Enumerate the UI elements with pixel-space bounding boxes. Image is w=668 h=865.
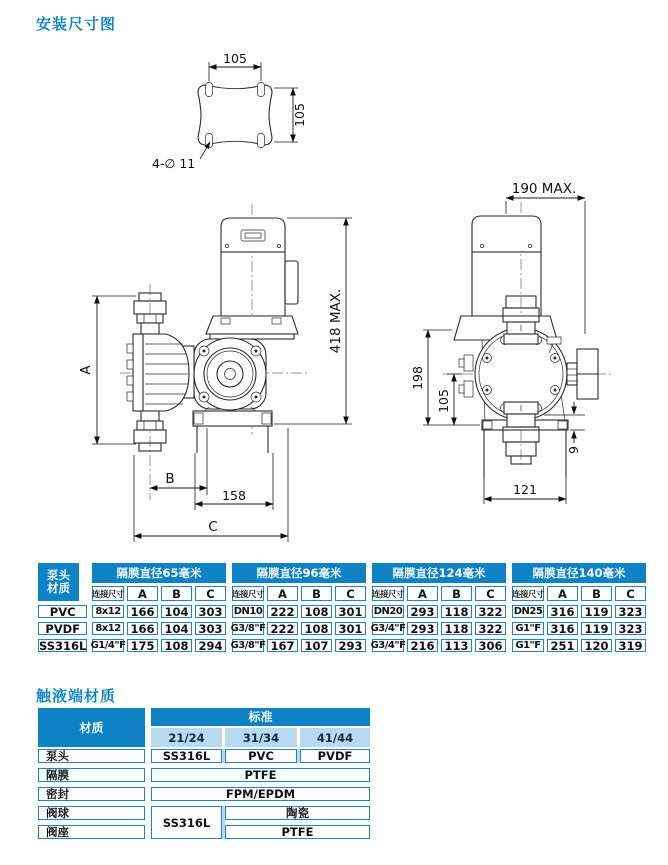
- material-label-column: [38, 708, 145, 839]
- table-cell: 175: [127, 639, 158, 652]
- table-cell: G1/4"F: [90, 640, 126, 651]
- col-header-b: B: [441, 586, 472, 601]
- table-cell: DN10: [233, 606, 263, 617]
- gearbox-housing: [194, 338, 266, 410]
- col-header-c: C: [335, 586, 366, 601]
- corner-header-line2: 材质: [47, 581, 70, 595]
- pump-side-view: [78, 204, 352, 542]
- col-header-a: A: [547, 586, 578, 601]
- col-header-b: B: [161, 586, 192, 601]
- table-cell: 222: [267, 605, 298, 618]
- row-label-seal: 密封: [38, 787, 145, 801]
- col-header-b: B: [301, 586, 332, 601]
- pump-head-materials-row: [151, 749, 370, 763]
- table-cell: 319: [615, 639, 646, 652]
- table-cell: PVDF: [300, 749, 370, 763]
- table-cell: 306: [475, 639, 506, 652]
- table-cell: G1"F: [512, 622, 544, 635]
- dim-top-width: 190 MAX.: [511, 181, 577, 197]
- dim-plate-height: 105: [292, 103, 307, 127]
- size-header: 41/44: [300, 728, 370, 747]
- stroke-adjust-knob: [567, 349, 598, 399]
- dim-c-label: C: [208, 519, 218, 535]
- table-cell: 316: [547, 622, 578, 635]
- dim-b-label: B: [165, 471, 175, 487]
- dim-group-title: 隔膜直径124毫米: [372, 563, 506, 583]
- size-header: 21/24: [151, 728, 222, 747]
- table-cell: 216: [407, 639, 438, 652]
- table-cell: 104: [161, 622, 192, 635]
- table-cell: 108: [301, 622, 332, 635]
- table-cell: 301: [335, 622, 366, 635]
- dim-plate-holes: 4-∅ 11: [152, 156, 196, 171]
- table-cell: 108: [301, 605, 332, 618]
- valve-right-stack: [225, 806, 370, 839]
- table-cell: 104: [161, 605, 192, 618]
- col-header-a: A: [127, 586, 158, 601]
- table-cell: 323: [615, 605, 646, 618]
- table-cell: 118: [441, 605, 472, 618]
- dim-height-105: 105: [436, 389, 451, 413]
- dim-group-124mm: [372, 563, 506, 652]
- table-cell: 113: [441, 639, 472, 652]
- table-cell: 167: [267, 639, 298, 652]
- col-header-c: C: [615, 586, 646, 601]
- table-cell: PVC: [225, 749, 297, 763]
- table-cell: 293: [407, 622, 438, 635]
- size-header: 31/34: [225, 728, 297, 747]
- material-row-label: PVC: [38, 605, 87, 618]
- table-cell: 322: [475, 605, 506, 618]
- dim-a-label: A: [78, 365, 94, 375]
- table-cell: G1"F: [512, 639, 544, 652]
- diaphragm-material-row: [151, 768, 370, 782]
- table-cell: 293: [335, 639, 366, 652]
- dim-plate-width: 105: [223, 51, 247, 66]
- material-row-label: PVDF: [38, 622, 87, 635]
- table-cell: 322: [475, 622, 506, 635]
- dim-group-65mm: [92, 563, 226, 652]
- material-values-column: [151, 708, 370, 839]
- seal-material-row: [151, 787, 370, 801]
- table-cell: 316: [547, 605, 578, 618]
- dim-offset-9: 9: [566, 446, 581, 454]
- table-cell: PTFE: [151, 768, 370, 782]
- dim-base-width: 158: [222, 488, 246, 503]
- table-cell: FPM/EPDM: [151, 787, 370, 801]
- table-cell: SS316L: [151, 806, 222, 839]
- table-cell: 8x12: [92, 605, 124, 618]
- dim-overall-height: 418 MAX.: [328, 288, 344, 354]
- table-cell: 323: [615, 622, 646, 635]
- col-header-connection: 连接尺寸: [232, 586, 264, 601]
- table-cell: 251: [547, 639, 578, 652]
- table-cell: 303: [195, 622, 226, 635]
- base-stand-front: [482, 420, 568, 478]
- col-header-b: B: [581, 586, 612, 601]
- table-cell: 118: [441, 622, 472, 635]
- material-row-label: SS316L: [39, 638, 87, 653]
- table-cell: 166: [127, 605, 158, 618]
- table-cell: DN25: [513, 606, 543, 617]
- pump-head-material-column: [38, 563, 87, 653]
- pump-head-side: [127, 334, 194, 411]
- col-header-c: C: [475, 586, 506, 601]
- page-title: 安装尺寸图: [36, 15, 117, 33]
- table-cell: 293: [407, 605, 438, 618]
- dimension-table: [38, 563, 652, 652]
- table-cell: 8x12: [92, 622, 124, 635]
- motor-side: [206, 218, 298, 339]
- table-cell: 303: [195, 605, 226, 618]
- row-label-diaphragm: 隔膜: [38, 768, 145, 782]
- base-plate-view: [152, 51, 307, 171]
- col-header-a: A: [407, 586, 438, 601]
- dim-group-96mm: [232, 563, 366, 652]
- table-cell: 107: [301, 639, 332, 652]
- table-cell: 119: [581, 622, 612, 635]
- table-cell: SS316L: [151, 749, 222, 763]
- table-cell: 119: [581, 605, 612, 618]
- col-header-connection: 连接尺寸: [92, 586, 124, 601]
- material-corner-header: 材质: [38, 708, 145, 747]
- col-header-a: A: [267, 586, 298, 601]
- table-cell: 120: [581, 639, 612, 652]
- dim-group-140mm: [512, 563, 646, 652]
- material-table: [38, 708, 370, 839]
- table-cell: G3/8"F: [230, 623, 266, 634]
- row-label-valve-ball: 阀球: [38, 806, 145, 820]
- table-cell: G3/4"F: [370, 640, 406, 651]
- dim-group-title: 隔膜直径140毫米: [512, 563, 646, 583]
- col-header-connection: 连接尺寸: [512, 586, 544, 601]
- valve-materials-rows: [151, 806, 370, 839]
- table-cell: 294: [195, 639, 226, 652]
- table-cell: 166: [127, 622, 158, 635]
- corner-header-line1: 泵头: [47, 567, 70, 582]
- table-cell: G3/8"F: [230, 640, 266, 651]
- row-label-valve-seat: 阀座: [38, 825, 145, 839]
- table-cell: 108: [161, 639, 192, 652]
- col-header-c: C: [195, 586, 226, 601]
- dim-height-198: 198: [410, 366, 425, 390]
- row-label-pump-head: 泵头: [38, 749, 145, 763]
- dim-group-title: 隔膜直径65毫米: [92, 563, 226, 583]
- table-cell: PTFE: [225, 825, 370, 839]
- base-stand-side: [193, 407, 272, 453]
- table-cell: 301: [335, 605, 366, 618]
- dim-group-title: 隔膜直径96毫米: [232, 563, 366, 583]
- corner-header: [38, 563, 79, 601]
- col-header-connection: 连接尺寸: [372, 586, 404, 601]
- table-cell: DN20: [373, 606, 403, 617]
- standard-header: 标准: [151, 708, 370, 726]
- table-cell: 陶瓷: [225, 806, 370, 820]
- pump-front-view: [410, 181, 612, 504]
- dim-base-121: 121: [513, 482, 537, 497]
- section-title-materials: 触液端材质: [36, 687, 117, 705]
- table-cell: 222: [267, 622, 298, 635]
- table-cell: G3/4"F: [370, 623, 406, 634]
